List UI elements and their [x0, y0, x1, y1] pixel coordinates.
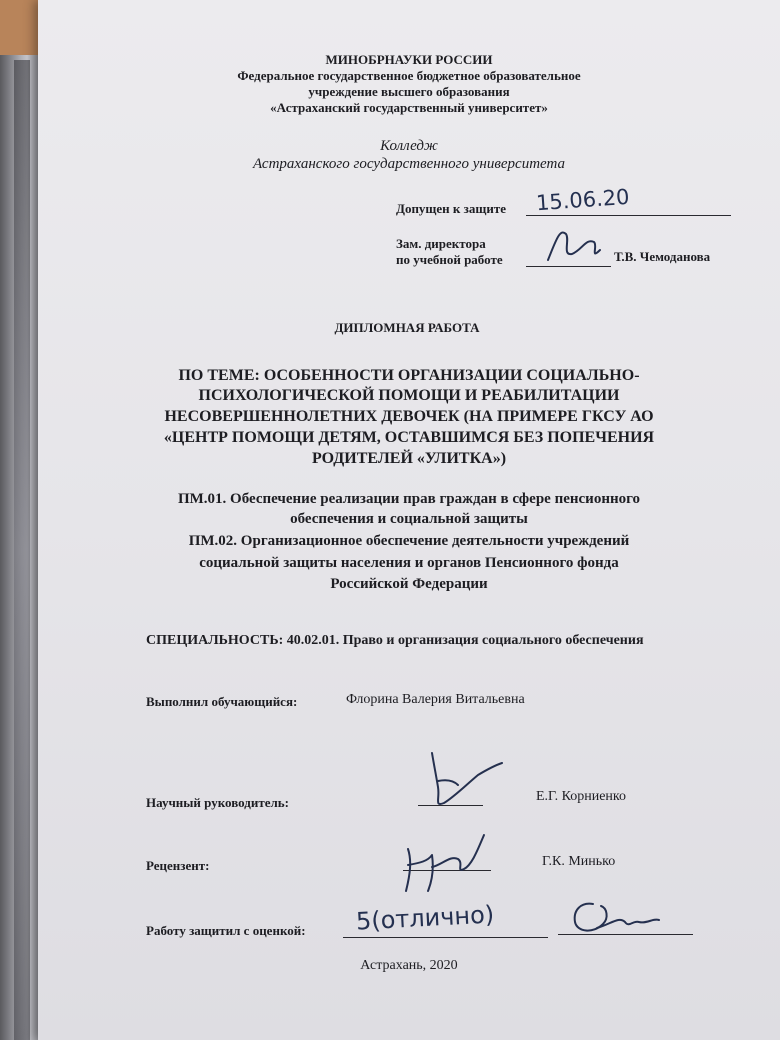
footer-city-year: Астрахань, 2020 [360, 958, 458, 973]
admission-date-line [526, 215, 731, 216]
admission-label: Допущен к защите [396, 201, 507, 216]
reviewer-signature [398, 825, 498, 895]
topic-line-2: ПСИХОЛОГИЧЕСКОЙ ПОМОЩИ И РЕАБИЛИТАЦИИ [198, 387, 620, 404]
ministry-line: МИНОБРНАУКИ РОССИИ [325, 52, 493, 67]
topic-line-3: НЕСОВЕРШЕННОЛЕТНИХ ДЕВОЧЕК (НА ПРИМЕРЕ ГКСУ АО [164, 408, 654, 425]
reviewer-label: Рецензент: [146, 858, 210, 873]
admission-date-handwritten: 15.06.20 [535, 184, 631, 216]
grade-label: Работу защитил с оценкой: [146, 923, 306, 938]
specialty: СПЕЦИАЛЬНОСТЬ: 40.02.01. Право и организация социального обеспечения [146, 633, 644, 648]
pm01-line-2: обеспечения и социальной защиты [290, 511, 528, 527]
title-page [38, 0, 780, 1040]
pm02-line-2: социальной защиты населения и органов Пенсионного фонда [199, 555, 619, 571]
deputy-name: Т.В. Чемоданова [614, 249, 711, 264]
university-name: «Астраханский государственный университет» [270, 100, 548, 115]
pm02-line-1: ПМ.02. Организационное обеспечение деятельности учреждений [188, 533, 630, 549]
supervisor-signature [418, 745, 508, 815]
pm02-line-3: Российской Федерации [330, 576, 488, 592]
college-line-1: Колледж [380, 138, 438, 154]
supervisor-name: Е.Г. Корниенко [536, 789, 626, 804]
student-label: Выполнил обучающийся: [146, 694, 298, 709]
org-line-2: учреждение высшего образования [308, 84, 510, 99]
deputy-title-line-2: по учебной работе [396, 252, 503, 267]
binder-spine [14, 60, 30, 1040]
grade-line [343, 937, 548, 938]
supervisor-label: Научный руководитель: [146, 795, 289, 810]
work-type: ДИПЛОМНАЯ РАБОТА [334, 320, 480, 335]
topic-line-1: ПО ТЕМЕ: ОСОБЕННОСТИ ОРГАНИЗАЦИИ СОЦИАЛЬНО- [178, 367, 640, 384]
deputy-signature [538, 220, 618, 270]
reviewer-name: Г.К. Минько [542, 854, 616, 869]
org-line-1: Федеральное государственное бюджетное образовательное [237, 68, 581, 83]
grade-handwritten: 5(отлично) [355, 900, 495, 936]
committee-signature [563, 898, 673, 942]
pm01-line-1: ПМ.01. Обеспечение реализации прав граждан в сфере пенсионного [177, 491, 641, 507]
deputy-title-line-1: Зам. директора [396, 236, 486, 251]
student-name: Флорина Валерия Витальевна [346, 692, 525, 707]
topic-line-5: РОДИТЕЛЕЙ «УЛИТКА») [311, 450, 507, 467]
college-line-2: Астраханского государственного университета [252, 156, 566, 172]
topic-line-4: «ЦЕНТР ПОМОЩИ ДЕТЯМ, ОСТАВШИМСЯ БЕЗ ПОПЕЧЕНИЯ [163, 429, 655, 446]
